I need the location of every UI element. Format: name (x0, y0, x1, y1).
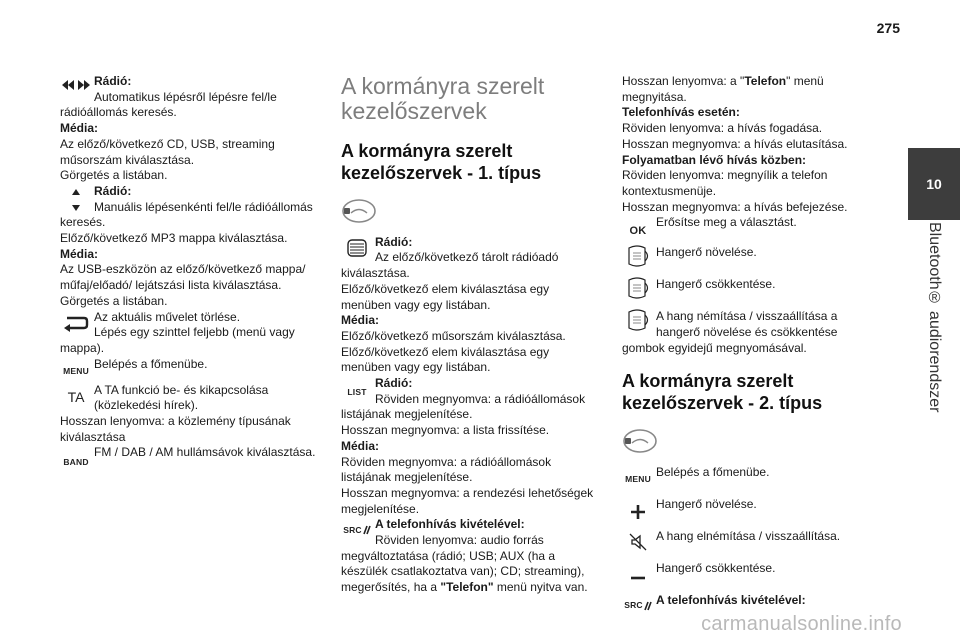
text: listájának megjelenítése. (341, 470, 473, 485)
text: Röviden megnyomva: a rádióállomások (341, 454, 552, 469)
speaker-muted-icon (622, 531, 654, 553)
label-media: Média: (341, 438, 380, 453)
text: Hosszan megnyomva: a lista frissítése. (341, 423, 550, 438)
section-title-line: kezelőszervek - 1. típus (341, 163, 542, 183)
ta-button-icon: TA (67, 388, 85, 405)
chapter-title-text: Bluetooth® audiorendszer (926, 222, 943, 413)
text: A hang elnémítása / visszaállítása. (656, 529, 841, 544)
text: hangerő növelése és csökkentése (656, 325, 838, 340)
text: Az előző/következő CD, USB, streaming (60, 136, 275, 151)
main-title-line: kezelőszervek (341, 98, 487, 124)
entry-t2-plus (622, 497, 868, 529)
section-title-line: kezelőszervek - 2. típus (622, 393, 823, 414)
label-except-call: A telefonhívás kivételével: (656, 593, 806, 608)
menu-button-icon: MENU (63, 365, 89, 376)
text: A TA funkció be- és kikapcsolása (94, 382, 269, 397)
label-radio: Rádió: (94, 183, 132, 198)
text: Hangerő csökkentése. (656, 277, 776, 292)
section-title-line: A kormányra szerelt (341, 141, 513, 161)
text: Hangerő csökkentése. (656, 561, 776, 576)
text: Hosszan lenyomva: a "Telefon" menü (622, 74, 824, 88)
label-incoming-call: Telefonhívás esetén: (622, 105, 740, 120)
label-media: Média: (60, 121, 99, 136)
page-number: 275 (876, 20, 900, 36)
text: Automatikus lépésről lépésre fel/le (94, 89, 277, 104)
thumbwheel-icon (341, 237, 373, 259)
entry-t2-mute (622, 529, 868, 561)
text: megváltoztatása (rádió; USB; AUX (ha a (341, 548, 556, 563)
text: megjelenítése. (341, 501, 420, 516)
menu-button-icon: MENU (625, 474, 651, 485)
label-except-call: A telefonhívás kivételével: (375, 517, 525, 532)
minus-icon (622, 567, 654, 589)
plus-icon (622, 501, 654, 523)
entry-rotary (341, 235, 603, 376)
text: (közlekedési hírek). (94, 398, 199, 413)
text: Az USB-eszközön az előző/következő mappa/ (60, 262, 306, 277)
text: Előző/következő elem kiválasztása egy (341, 281, 550, 296)
src-phone-button-icon: SRC (622, 595, 654, 617)
label-active-call: Folyamatban lévő hívás közben: (622, 152, 807, 167)
entry-seek-auto (60, 74, 322, 184)
text: műfaj/előadó/ lejátszási lista kiválasztása. (60, 278, 282, 293)
label-radio: Rádió: (94, 74, 132, 88)
main-title-line: A kormányra szerelt (341, 73, 545, 99)
ok-button-icon: OK (629, 225, 647, 238)
section-title-type1 (341, 140, 603, 184)
text: Hosszan megnyomva: a hívás befejezése. (622, 199, 848, 214)
entry-src (341, 517, 603, 596)
text: Előző/következő MP3 mappa kiválasztása. (60, 231, 288, 246)
text: Az aktuális művelet törlése. (94, 309, 241, 324)
text: Lépés egy szinttel feljebb (menü vagy (94, 325, 295, 340)
text: menüben vagy egy listában. (341, 297, 491, 312)
text: Görgetés a listában. (60, 168, 168, 183)
steering-wheel-icon (622, 428, 658, 454)
text: Röviden lenyomva: audio forrás (375, 533, 544, 548)
text: Hosszan megnyomva: a rendezési lehetőségek (341, 485, 594, 500)
text: kontextusmenüje. (622, 183, 717, 198)
entry-back (60, 310, 322, 357)
entry-list (341, 376, 603, 517)
entry-t2-menu (622, 465, 868, 497)
seek-arrows-icon (60, 74, 92, 96)
text: Hosszan lenyomva: a közlemény típusának (60, 414, 291, 429)
text: Előző/következő műsorszám kiválasztása. (341, 328, 566, 343)
list-button-icon: LIST (347, 387, 367, 398)
text: A hang némítása / visszaállítása a (656, 309, 838, 324)
section-title-type2 (622, 370, 868, 414)
text: Manuális lépésenkénti fel/le rádióállomás (94, 199, 313, 214)
label-radio: Rádió: (375, 234, 413, 249)
text: kiválasztása (60, 429, 126, 444)
text: Belépés a főmenübe. (656, 465, 770, 480)
text: FM / DAB / AM hullámsávok kiválasztása. (94, 445, 316, 460)
text: Hangerő növelése. (656, 245, 757, 260)
text: kiválasztása. (341, 266, 410, 281)
up-down-arrows-icon (60, 186, 92, 214)
volume-up-control-icon (622, 245, 654, 267)
entry-seek-manual (60, 184, 322, 310)
text: Hangerő növelése. (656, 497, 757, 512)
label-radio: Rádió: (375, 376, 413, 391)
back-arrow-icon (60, 312, 92, 334)
main-title (341, 74, 603, 124)
column-3 (622, 74, 868, 609)
text: Előző/következő elem kiválasztása egy (341, 344, 550, 359)
section-title-line: A kormányra szerelt (622, 371, 794, 392)
text: Az előző/következő tárolt rádióadó (375, 250, 559, 265)
column-1 (60, 74, 322, 467)
chapter-title (908, 216, 960, 456)
entry-menu (60, 356, 322, 376)
entry-ok (622, 215, 868, 245)
text: Hosszan megnyomva: a hívás elutasítása. (622, 136, 848, 151)
chapter-tab (908, 148, 960, 220)
text: keresés. (60, 215, 106, 230)
chapter-number: 10 (926, 176, 942, 192)
text: Belépés a főmenübe. (94, 356, 208, 371)
text: gombok egyidejű megnyomásával. (622, 340, 807, 355)
text: műsorszám kiválasztása. (60, 152, 195, 167)
text: megnyitása. (622, 89, 687, 104)
entry-band (60, 445, 322, 467)
steering-wheel-icon (341, 198, 377, 224)
label-media: Média: (341, 313, 380, 328)
text: listájának megjelenítése. (341, 407, 473, 422)
column-2 (341, 74, 603, 596)
label-media: Média: (60, 246, 99, 261)
entry-ta (60, 383, 322, 446)
band-button-icon: BAND (63, 456, 89, 467)
entry-mute-combo (622, 309, 868, 356)
entry-volume-down (622, 277, 868, 309)
text: menüben vagy egy listában. (341, 360, 491, 375)
text: megerősítés, ha a "Telefon" menü nyitva van. (341, 580, 588, 595)
text: rádióállomás keresés. (60, 105, 177, 120)
src-phone-button-icon: SRC (341, 519, 373, 541)
entry-volume-up (622, 245, 868, 277)
text: mappa). (60, 340, 105, 355)
watermark: carmanualsonline.info (701, 613, 902, 635)
text: Röviden lenyomva: a hívás fogadása. (622, 121, 823, 136)
mute-control-icon (622, 309, 654, 331)
volume-down-control-icon (622, 277, 654, 299)
text: Röviden megnyomva: a rádióállomások (375, 391, 586, 406)
entry-t2-src (622, 593, 868, 609)
text: készülék csatlakoztatva van); CD; streaming), (341, 564, 585, 579)
text: Röviden lenyomva: megnyílik a telefon (622, 168, 828, 183)
text: Erősítse meg a választást. (656, 215, 797, 230)
text: Görgetés a listában. (60, 293, 168, 308)
entry-t2-minus (622, 561, 868, 593)
